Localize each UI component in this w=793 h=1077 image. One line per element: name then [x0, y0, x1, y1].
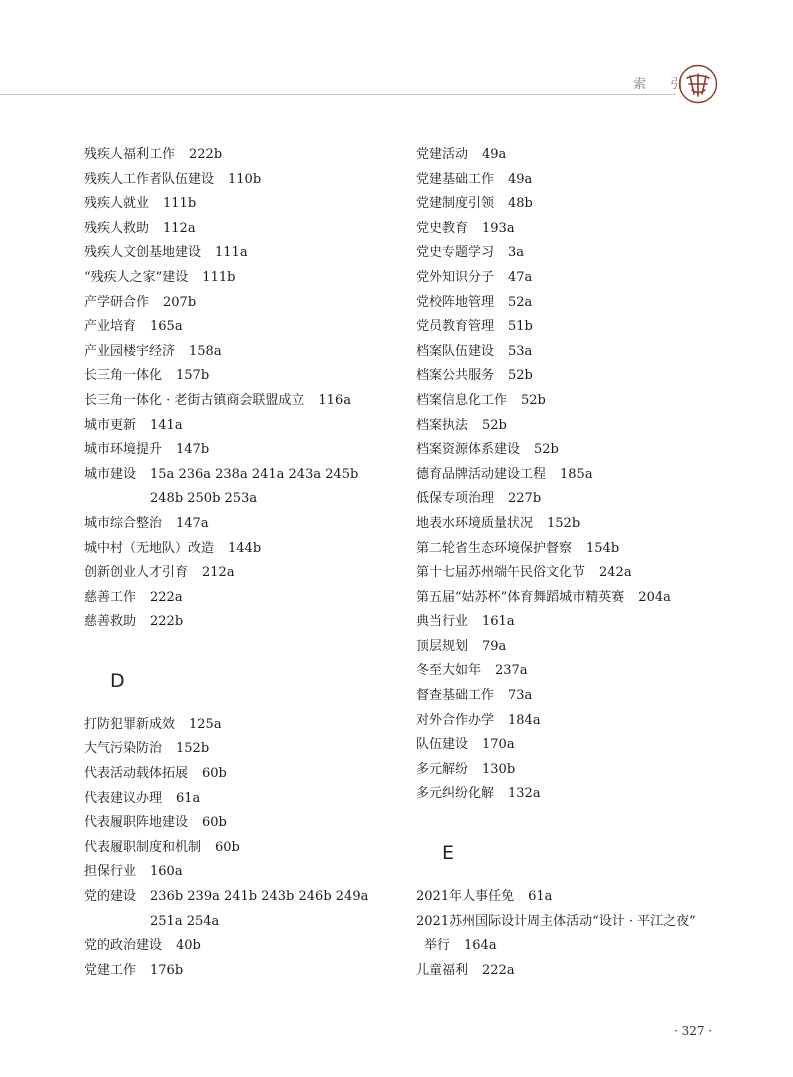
index-entry — [84, 885, 404, 910]
index-entry — [84, 291, 404, 316]
index-entry — [416, 340, 746, 365]
index-entry — [416, 364, 746, 389]
index-entry — [84, 860, 404, 885]
index-term: 顶层规划 — [416, 638, 469, 654]
index-entry — [84, 168, 404, 193]
index-term: 创新创业人才引育 — [84, 565, 189, 581]
index-term: 儿童福利 — [416, 962, 469, 978]
index-entry — [84, 192, 404, 217]
index-page-ref: 144b — [228, 540, 262, 556]
index-term: 代表履职阵地建设 — [84, 815, 189, 831]
index-entry — [84, 586, 404, 611]
index-term: 产学研合作 — [84, 294, 150, 310]
index-entry — [84, 737, 404, 762]
index-entry — [416, 266, 746, 291]
index-page-ref: 222b — [189, 147, 223, 162]
index-page-ref: 212a — [202, 565, 235, 581]
index-entry — [84, 959, 404, 984]
index-term: 党外知识分子 — [416, 269, 495, 285]
index-page-ref: 158a — [189, 343, 222, 359]
index-entry — [416, 586, 746, 611]
index-term: 2021年人事任免 — [416, 889, 515, 905]
index-page-ref: 61a — [176, 790, 201, 806]
index-term: 残疾人工作者队伍建设 — [84, 171, 215, 187]
index-page-ref: 52b — [508, 368, 533, 384]
index-term: 档案执法 — [416, 417, 469, 433]
index-page-ref: 79a — [482, 638, 507, 654]
index-entry — [84, 315, 404, 340]
index-page-ref: 207b — [163, 294, 197, 310]
section-heading-e: E — [442, 842, 455, 865]
index-term: 党建基础工作 — [416, 171, 495, 187]
index-page-ref: 193a — [482, 220, 515, 236]
index-entry — [416, 241, 746, 266]
index-page-ref: 116a — [318, 392, 351, 408]
index-entry — [84, 512, 404, 537]
index-term: 党建活动 — [416, 147, 469, 162]
index-entry — [416, 414, 746, 439]
index-entry — [416, 389, 746, 414]
index-term: 产业园楼宇经济 — [84, 343, 176, 359]
seal-logo-icon — [678, 64, 718, 104]
index-term: 慈善救助 — [84, 614, 137, 630]
index-page-ref: 52b — [521, 392, 546, 408]
index-term: 档案公共服务 — [416, 368, 495, 384]
index-page-ref: 204a — [638, 589, 671, 605]
index-page-ref: 49a — [508, 171, 533, 187]
index-entry — [416, 959, 746, 984]
index-entry — [416, 782, 746, 807]
index-term: 督查基础工作 — [416, 688, 495, 704]
index-page-ref: 160a — [150, 864, 183, 880]
index-entry — [416, 610, 746, 635]
index-term: 担保行业 — [84, 864, 137, 880]
index-page-ref: 237a — [495, 663, 528, 679]
index-term: 打防犯罪新成效 — [84, 716, 176, 732]
index-term: 党史教育 — [416, 220, 469, 236]
index-page-ref: 15a 236a 238a 241a 243a 245b — [150, 466, 359, 482]
index-column-right — [416, 143, 746, 983]
index-page-ref: 110b — [228, 171, 262, 187]
index-term: 举行 — [424, 938, 451, 954]
index-entry — [84, 811, 404, 836]
index-term: 党员教育管理 — [416, 319, 495, 335]
index-term: 党建制度引领 — [416, 196, 495, 212]
index-page-ref: 51b — [508, 319, 533, 335]
index-term: 第十七届苏州端午民俗文化节 — [416, 565, 586, 581]
index-page-ref: 49a — [482, 147, 507, 162]
index-term: 残疾人救助 — [84, 220, 150, 236]
index-entry — [84, 713, 404, 738]
index-page-ref: 227b — [508, 491, 542, 507]
index-entry-continuation: 248b 250b 253a — [150, 491, 258, 507]
index-entry — [416, 192, 746, 217]
index-entry — [416, 635, 746, 660]
index-term: 产业培育 — [84, 319, 137, 335]
index-page-ref: 154b — [586, 540, 620, 556]
index-entry — [84, 217, 404, 242]
page-number: · 327 · — [674, 1024, 713, 1038]
index-page-ref: 52a — [508, 294, 533, 310]
index-term: 城中村（无地队）改造 — [84, 540, 215, 556]
index-term: 长三角一体化 — [84, 368, 163, 384]
index-entry — [84, 414, 404, 439]
index-page-ref: 165a — [150, 319, 183, 335]
index-term: 多元纠纷化解 — [416, 786, 495, 802]
index-term: 城市建设 — [84, 466, 137, 482]
index-page-ref: 60b — [202, 766, 227, 782]
index-term: 党建工作 — [84, 962, 137, 978]
index-page-ref: 164a — [464, 938, 497, 954]
index-term: 典当行业 — [416, 614, 469, 630]
index-term: 残疾人福利工作 — [84, 147, 176, 162]
index-page-ref: 236b 239a 241b 243b 246b 249a — [150, 889, 369, 905]
index-page-ref: 111b — [202, 269, 236, 285]
index-term: 城市环境提升 — [84, 442, 163, 458]
index-page-ref: 222a — [482, 962, 515, 978]
index-term: 第二轮省生态环境保护督察 — [416, 540, 573, 556]
index-page-ref: 40b — [176, 938, 201, 954]
index-entry-continuation — [416, 934, 746, 959]
index-term: 城市更新 — [84, 417, 137, 433]
index-term: 大气污染防治 — [84, 741, 163, 757]
index-entry — [416, 487, 746, 512]
index-page-ref: 111b — [163, 196, 197, 212]
index-page-ref: 222a — [150, 589, 183, 605]
index-entry — [84, 463, 404, 488]
index-column-left — [84, 143, 404, 983]
index-entry — [84, 934, 404, 959]
index-term: 慈善工作 — [84, 589, 137, 605]
index-term: 代表建议办理 — [84, 790, 163, 806]
index-page-ref: 130b — [482, 761, 516, 777]
index-term: 档案信息化工作 — [416, 392, 508, 408]
index-page-ref: 60b — [202, 815, 227, 831]
index-term: “残疾人之家”建设 — [84, 269, 189, 285]
index-page-ref: 147b — [176, 442, 210, 458]
index-entry — [84, 537, 404, 562]
index-page-ref: 61a — [528, 889, 553, 905]
index-entry — [416, 885, 746, 910]
index-term: 低保专项治理 — [416, 491, 495, 507]
index-entry — [84, 241, 404, 266]
index-entry — [416, 168, 746, 193]
index-entry — [416, 537, 746, 562]
index-entry — [416, 758, 746, 783]
index-term: 代表履职制度和机制 — [84, 839, 202, 855]
index-page-ref: 47a — [508, 269, 533, 285]
index-entry — [416, 733, 746, 758]
index-entry — [84, 561, 404, 586]
index-page-ref: 48b — [508, 196, 533, 212]
index-entry — [84, 266, 404, 291]
index-term: 党校阵地管理 — [416, 294, 495, 310]
index-entry — [416, 910, 746, 935]
index-page-ref: 147a — [176, 515, 209, 531]
index-page-ref: 152b — [547, 515, 581, 531]
index-entry — [84, 340, 404, 365]
index-page-ref: 161a — [482, 614, 515, 630]
index-term: 地表水环境质量状况 — [416, 515, 534, 531]
index-term: 冬至大如年 — [416, 663, 482, 679]
index-entry — [84, 610, 404, 635]
index-page-ref: 3a — [508, 245, 525, 261]
index-term: 队伍建设 — [416, 737, 469, 753]
index-entry — [416, 143, 746, 168]
index-term: 多元解纷 — [416, 761, 469, 777]
index-page-ref: 112a — [163, 220, 196, 236]
index-page-ref: 184a — [508, 712, 541, 728]
index-page-ref: 242a — [599, 565, 632, 581]
index-entry — [416, 512, 746, 537]
index-term: 党史专题学习 — [416, 245, 495, 261]
index-entry — [84, 787, 404, 812]
index-term: 第五届“姑苏杯”体育舞蹈城市精英赛 — [416, 589, 625, 605]
running-header-title: 索 引 — [633, 77, 694, 92]
index-entry — [416, 659, 746, 684]
index-entry — [416, 709, 746, 734]
index-entry-continuation: 251a 254a — [150, 913, 220, 929]
index-entry — [416, 463, 746, 488]
index-entry — [84, 143, 404, 168]
index-page-ref: 125a — [189, 716, 222, 732]
index-page-ref: 152b — [176, 741, 210, 757]
index-page-ref: 132a — [508, 786, 541, 802]
index-term: 2021苏州国际设计周主体活动“设计 · 平江之夜” — [416, 913, 696, 929]
index-entry — [416, 315, 746, 340]
index-page-ref: 185a — [560, 466, 593, 482]
index-entry — [416, 561, 746, 586]
index-term: 代表活动载体拓展 — [84, 766, 189, 782]
index-term: 档案队伍建设 — [416, 343, 495, 359]
index-entry — [416, 291, 746, 316]
index-term: 对外合作办学 — [416, 712, 495, 728]
index-page-ref: 170a — [482, 737, 515, 753]
index-page-ref: 111a — [215, 245, 248, 261]
index-entry — [84, 836, 404, 861]
index-page-ref: 157b — [176, 368, 210, 384]
index-page-ref: 53a — [508, 343, 533, 359]
index-term: 残疾人就业 — [84, 196, 150, 212]
index-term: 德育品牌活动建设工程 — [416, 466, 547, 482]
index-page-ref: 52b — [482, 417, 507, 433]
section-heading-d: D — [110, 669, 125, 692]
index-term: 残疾人文创基地建设 — [84, 245, 202, 261]
index-entry — [84, 389, 404, 414]
index-entry — [84, 438, 404, 463]
index-term: 档案资源体系建设 — [416, 442, 521, 458]
index-entry — [84, 762, 404, 787]
index-entry — [84, 364, 404, 389]
header-rule — [0, 94, 676, 95]
index-entry — [416, 217, 746, 242]
index-term: 党的建设 — [84, 889, 137, 905]
index-entry — [416, 438, 746, 463]
index-term: 长三角一体化 · 老街古镇商会联盟成立 — [84, 392, 305, 408]
index-entry — [416, 684, 746, 709]
index-page-ref: 141a — [150, 417, 183, 433]
index-term: 城市综合整治 — [84, 515, 163, 531]
index-page-ref: 73a — [508, 688, 533, 704]
index-page-ref: 60b — [215, 839, 240, 855]
index-page-ref: 222b — [150, 614, 184, 630]
index-term: 党的政治建设 — [84, 938, 163, 954]
index-page-ref: 52b — [534, 442, 559, 458]
index-page-ref: 176b — [150, 962, 184, 978]
